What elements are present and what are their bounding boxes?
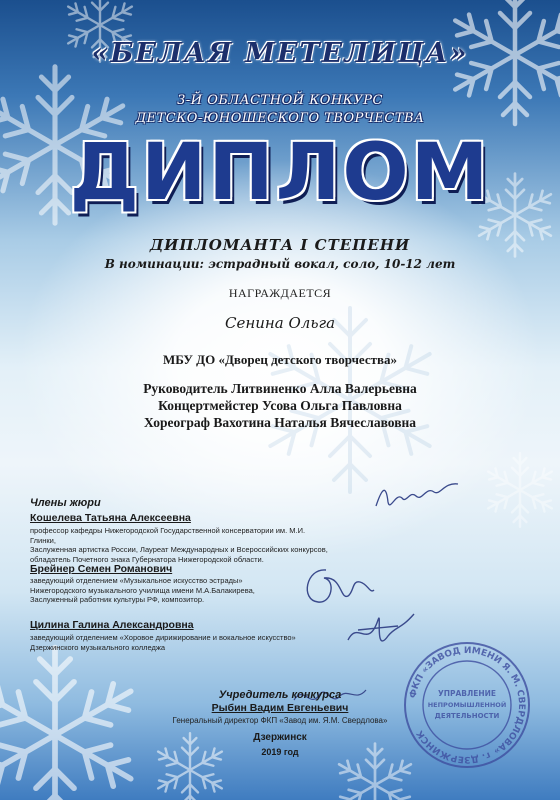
snowflake-icon [480, 450, 560, 530]
stamp-center-line: ДЕЯТЕЛЬНОСТИ [434, 712, 500, 720]
contest-line-2: ДЕТСКО-ЮНОШЕСКОГО ТВОРЧЕСТВА [135, 111, 425, 126]
stamp-outer-text: ФКП «ЗАВОД ИМЕНИ Я. М. СВЕРДЛОВА» [408, 645, 527, 756]
jury-title: Члены жюри [30, 497, 101, 509]
city-name: Дзержинск [253, 732, 307, 743]
staff-line: Концертмейстер Усова Ольга Павловна [158, 398, 402, 413]
award-degree: ДИПЛОМАНТА I СТЕПЕНИ [149, 236, 411, 254]
event-title: «БЕЛАЯ МЕТЕЛИЦА» [91, 38, 469, 69]
founder-title: Учредитель конкурса [218, 689, 342, 701]
year: 2019 год [261, 747, 299, 757]
diploma-heading: ДИПЛОМ [69, 128, 491, 218]
jury-member-name: Цилина Галина Александровна [30, 619, 194, 631]
awarded-label: НАГРАЖДАЕТСЯ [228, 286, 332, 300]
stamp-center-line: УПРАВЛЕНИЕ [437, 689, 497, 698]
staff-line: Руководитель Литвиненко Алла Валерьевна [143, 381, 417, 396]
organization-name: МБУ ДО «Дворец детского творчества» [162, 352, 398, 367]
founder-desc: Генеральный директор ФКП «Завод им. Я.М. Свердлова» [172, 716, 388, 725]
contest-line-1: 3-Й ОБЛАСТНОЙ КОНКУРС [177, 93, 383, 108]
staff-line: Хореограф Вахотина Наталья Вячеславовна [143, 415, 417, 430]
recipient-name: Сенина Ольга [224, 314, 336, 332]
jury-member-name: Брейнер Семен Романович [30, 563, 173, 575]
founder-name: Рыбин Вадим Евгеньевич [211, 702, 349, 714]
award-nomination: В номинации: эстрадный вокал, соло, 10-12 лет [104, 257, 456, 271]
stamp-center-line: НЕПРОМЫШЛЕННОЙ [427, 701, 507, 709]
jury-member-desc: профессор кафедры Нижегородской Государственной консерватории им. М.И. Глинки, Заслуженная артистка России, Лауреат Международных и Всероссийских конкурсов, обладатель Почетного знака Губернатора Нижегородской области. [30, 526, 328, 564]
signature-icon [372, 478, 462, 518]
jury-member-name: Кошелева Татьяна Алексеевна [30, 512, 191, 524]
stamp-city-text: г. ДЗЕРЖИНСК [415, 728, 492, 765]
jury-member-desc: заведующий отделением «Музыкальное искусство эстрады» Нижегородского музыкального училища имени М.А.Балакирева, Заслуженный работник культуры РФ, композитор. [30, 576, 255, 604]
jury-member-desc: заведующий отделением «Хоровое дирижирование и вокальное искусство» Дзержинского музыкального колледжа [30, 633, 296, 652]
